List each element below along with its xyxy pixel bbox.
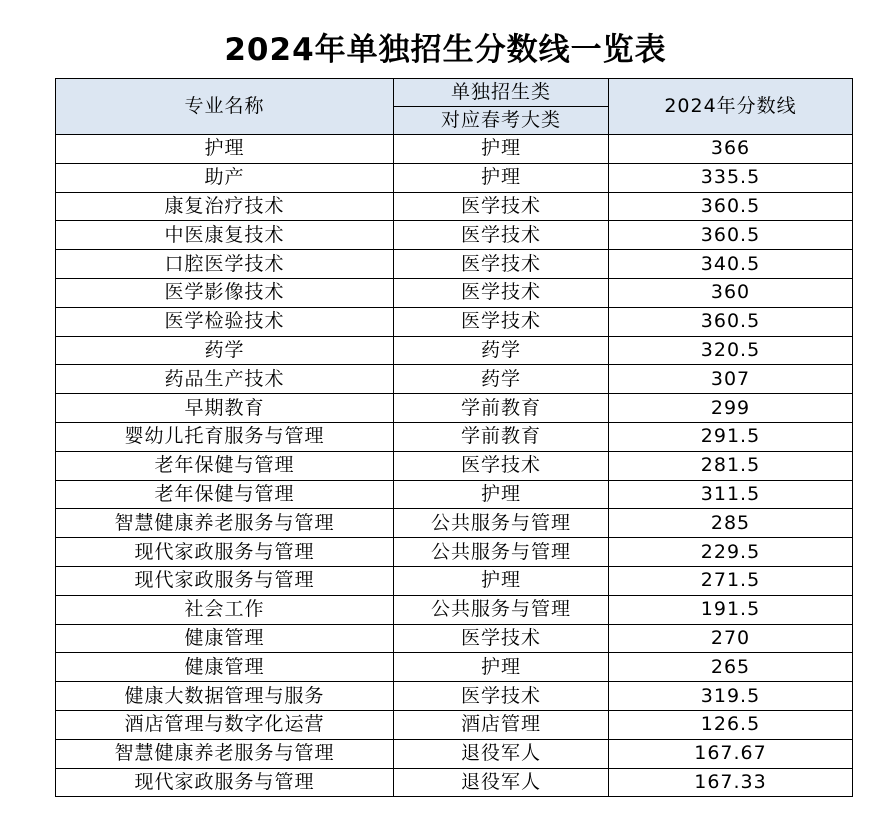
table-row [56, 451, 853, 480]
cell-category: 医学技术 [394, 307, 609, 336]
cell-major: 现代家政服务与管理 [56, 566, 394, 595]
cell-major: 护理 [56, 135, 394, 164]
cell-score: 360.5 [609, 307, 853, 336]
score-table [55, 78, 853, 797]
table-row [56, 278, 853, 307]
cell-score: 360.5 [609, 221, 853, 250]
cell-score: 167.33 [609, 768, 853, 797]
cell-score: 311.5 [609, 480, 853, 509]
cell-score: 270 [609, 624, 853, 653]
cell-major: 康复治疗技术 [56, 192, 394, 221]
cell-score: 271.5 [609, 566, 853, 595]
cell-major: 助产 [56, 163, 394, 192]
cell-category: 学前教育 [394, 394, 609, 423]
cell-score: 285 [609, 509, 853, 538]
cell-category: 医学技术 [394, 250, 609, 279]
cell-category: 医学技术 [394, 192, 609, 221]
table-row [56, 653, 853, 682]
cell-major: 现代家政服务与管理 [56, 538, 394, 567]
cell-category: 护理 [394, 653, 609, 682]
table-row [56, 221, 853, 250]
cell-category: 退役军人 [394, 768, 609, 797]
cell-category: 护理 [394, 566, 609, 595]
table-row [56, 739, 853, 768]
cell-category: 护理 [394, 135, 609, 164]
cell-score: 319.5 [609, 682, 853, 711]
header-major: 专业名称 [56, 79, 394, 135]
cell-major: 健康管理 [56, 624, 394, 653]
cell-major: 婴幼儿托育服务与管理 [56, 422, 394, 451]
cell-score: 126.5 [609, 710, 853, 739]
cell-category: 护理 [394, 163, 609, 192]
cell-category: 医学技术 [394, 221, 609, 250]
table-row [56, 394, 853, 423]
table-header [56, 79, 853, 135]
header-row-1 [56, 79, 853, 107]
cell-category: 公共服务与管理 [394, 509, 609, 538]
cell-major: 医学检验技术 [56, 307, 394, 336]
cell-score: 265 [609, 653, 853, 682]
cell-score: 291.5 [609, 422, 853, 451]
table-row [56, 336, 853, 365]
cell-major: 医学影像技术 [56, 278, 394, 307]
table-row [56, 480, 853, 509]
cell-major: 中医康复技术 [56, 221, 394, 250]
cell-category: 医学技术 [394, 624, 609, 653]
cell-major: 健康大数据管理与服务 [56, 682, 394, 711]
cell-score: 229.5 [609, 538, 853, 567]
cell-major: 智慧健康养老服务与管理 [56, 509, 394, 538]
table-row [56, 163, 853, 192]
table-row [56, 422, 853, 451]
cell-score: 320.5 [609, 336, 853, 365]
cell-category: 药学 [394, 336, 609, 365]
table-row [56, 682, 853, 711]
cell-major: 药学 [56, 336, 394, 365]
table-row [56, 509, 853, 538]
cell-score: 335.5 [609, 163, 853, 192]
header-score: 2024年分数线 [609, 79, 853, 135]
cell-score: 340.5 [609, 250, 853, 279]
cell-score: 360 [609, 278, 853, 307]
cell-score: 366 [609, 135, 853, 164]
cell-major: 酒店管理与数字化运营 [56, 710, 394, 739]
cell-category: 医学技术 [394, 278, 609, 307]
table-row [56, 768, 853, 797]
header-category-line2: 对应春考大类 [394, 107, 609, 135]
cell-category: 退役军人 [394, 739, 609, 768]
cell-major: 智慧健康养老服务与管理 [56, 739, 394, 768]
table-row [56, 538, 853, 567]
cell-major: 口腔医学技术 [56, 250, 394, 279]
table-row [56, 624, 853, 653]
cell-score: 299 [609, 394, 853, 423]
table-row [56, 595, 853, 624]
cell-category: 公共服务与管理 [394, 595, 609, 624]
cell-score: 167.67 [609, 739, 853, 768]
cell-major: 老年保健与管理 [56, 480, 394, 509]
table-row [56, 250, 853, 279]
cell-major: 早期教育 [56, 394, 394, 423]
cell-category: 学前教育 [394, 422, 609, 451]
table-row [56, 192, 853, 221]
page-title: 2024年单独招生分数线一览表 [224, 32, 667, 68]
cell-category: 公共服务与管理 [394, 538, 609, 567]
table-row [56, 307, 853, 336]
cell-category: 医学技术 [394, 682, 609, 711]
header-category-line1: 单独招生类 [394, 79, 609, 107]
table-body [56, 135, 853, 797]
cell-major: 健康管理 [56, 653, 394, 682]
cell-major: 社会工作 [56, 595, 394, 624]
table-row [56, 365, 853, 394]
cell-major: 药品生产技术 [56, 365, 394, 394]
cell-score: 191.5 [609, 595, 853, 624]
cell-major: 老年保健与管理 [56, 451, 394, 480]
table-row [56, 135, 853, 164]
cell-score: 360.5 [609, 192, 853, 221]
table-row [56, 710, 853, 739]
cell-category: 医学技术 [394, 451, 609, 480]
cell-category: 药学 [394, 365, 609, 394]
cell-category: 酒店管理 [394, 710, 609, 739]
cell-score: 281.5 [609, 451, 853, 480]
table-row [56, 566, 853, 595]
cell-major: 现代家政服务与管理 [56, 768, 394, 797]
cell-score: 307 [609, 365, 853, 394]
cell-category: 护理 [394, 480, 609, 509]
